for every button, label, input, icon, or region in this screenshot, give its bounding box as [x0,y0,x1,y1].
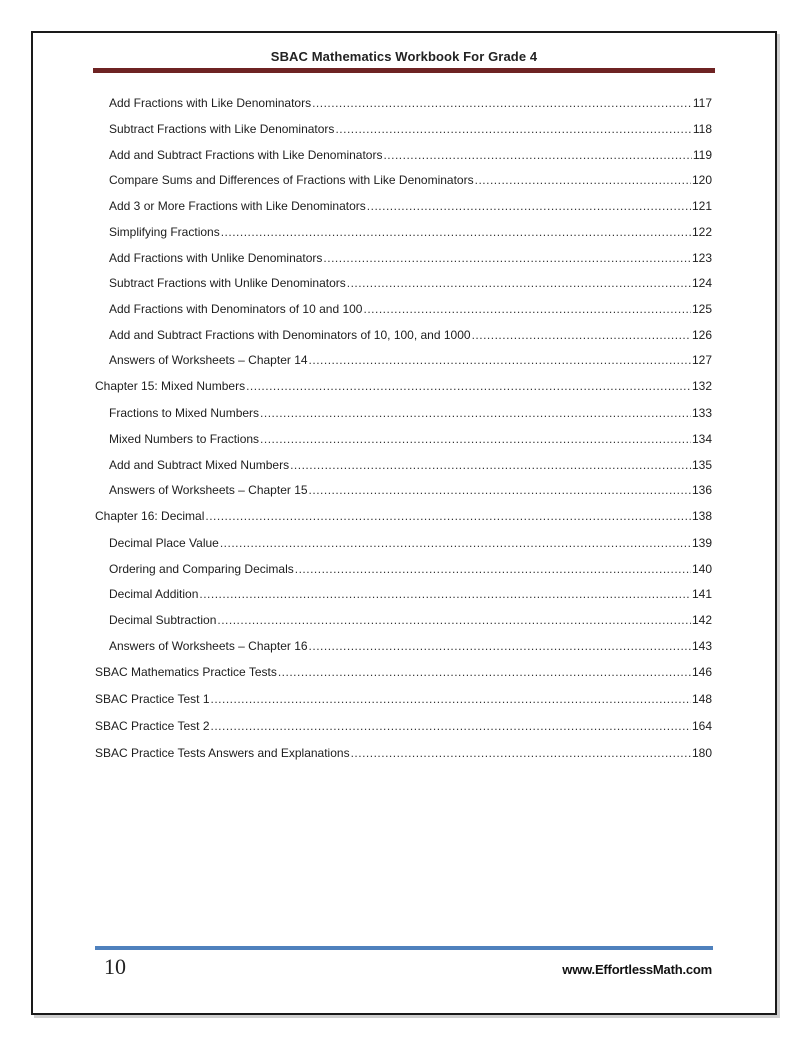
toc-leader-dots [246,378,691,394]
footer-rule [95,946,713,950]
toc-entry[interactable] [109,352,712,368]
toc-leader-dots [312,95,692,111]
toc-entry-label: Add Fractions with Denominators of 10 and 100 [109,302,363,316]
toc-entry-page: 119 [692,148,712,162]
toc-leader-dots [309,352,691,368]
header-rule [93,68,715,73]
toc-entry-page: 143 [691,639,712,653]
toc-entry[interactable] [109,224,712,240]
toc-entry-page: 140 [691,562,712,576]
toc-entry-page: 142 [691,613,712,627]
toc-entry-label: SBAC Practice Tests Answers and Explanations [95,746,350,760]
toc-leader-dots [211,691,691,707]
toc-leader-dots [199,586,691,602]
toc-entry[interactable] [109,535,712,551]
toc-leader-dots [211,718,691,734]
toc-entry-page: 127 [691,353,712,367]
toc-entry-label: SBAC Mathematics Practice Tests [95,665,277,679]
toc-entry-label: SBAC Practice Test 2 [95,719,210,733]
toc-leader-dots [205,508,691,524]
toc-entry-label: Add Fractions with Unlike Denominators [109,251,323,265]
toc-leader-dots [335,121,691,137]
toc-entry-page: 126 [691,328,712,342]
toc-chapter-entry[interactable] [95,378,712,394]
toc-entry-label: Add Fractions with Like Denominators [109,96,312,110]
website-link[interactable]: www.EffortlessMath.com [562,962,712,977]
toc-entry-label: Decimal Place Value [109,536,219,550]
toc-entry-label: Decimal Subtraction [109,613,217,627]
toc-leader-dots [260,431,691,447]
toc-entry[interactable] [109,586,712,602]
toc-entry-page: 146 [691,665,712,679]
toc-section-entry[interactable] [95,745,712,761]
toc-entry-page: 138 [691,509,712,523]
toc-entry-page: 132 [691,379,712,393]
toc-entry-label: Add and Subtract Fractions with Like Denominators [109,148,383,162]
toc-entry[interactable] [109,561,712,577]
toc-entry-label: Add and Subtract Mixed Numbers [109,458,290,472]
toc-leader-dots [221,224,691,240]
toc-entry[interactable] [109,121,712,137]
toc-leader-dots [309,638,691,654]
toc-entry-label: SBAC Practice Test 1 [95,692,210,706]
toc-leader-dots [363,301,690,317]
toc-entry[interactable] [109,457,712,473]
toc-entry-label: Answers of Worksheets – Chapter 15 [109,483,308,497]
toc-entry-label: Subtract Fractions with Like Denominators [109,122,335,136]
toc-entry-label: Decimal Addition [109,587,199,601]
toc-entry[interactable] [109,95,712,111]
toc-entry-label: Simplifying Fractions [109,225,220,239]
toc-entry[interactable] [109,250,712,266]
toc-entry-page: 164 [691,719,712,733]
toc-entry-label: Chapter 15: Mixed Numbers [95,379,246,393]
toc-entry[interactable] [109,301,712,317]
toc-entry-label: Answers of Worksheets – Chapter 14 [109,353,308,367]
toc-entry[interactable] [109,275,712,291]
toc-entry-label: Answers of Worksheets – Chapter 16 [109,639,308,653]
toc-leader-dots [220,535,691,551]
toc-entry[interactable] [109,147,712,163]
toc-section-entry[interactable] [95,691,712,707]
toc-entry-label: Ordering and Comparing Decimals [109,562,294,576]
toc-entry[interactable] [109,198,712,214]
toc-leader-dots [367,198,691,214]
toc-leader-dots [278,664,691,680]
running-header-title: SBAC Mathematics Workbook For Grade 4 [270,49,538,64]
toc-entry-label: Add and Subtract Fractions with Denominators of 10, 100, and 1000 [109,328,471,342]
toc-section-entry[interactable] [95,664,712,680]
toc-entry-page: 125 [691,302,712,316]
toc-leader-dots [472,327,691,343]
toc-entry-label: Compare Sums and Differences of Fractions with Like Denominators [109,173,474,187]
toc-chapter-entry[interactable] [95,508,712,524]
toc-entry[interactable] [109,405,712,421]
toc-entry-page: 122 [691,225,712,239]
toc-entry-label: Chapter 16: Decimal [95,509,205,523]
toc-entry[interactable] [109,612,712,628]
toc-section-entry[interactable] [95,718,712,734]
toc-entry-page: 121 [691,199,712,213]
toc-entry-label: Add 3 or More Fractions with Like Denominators [109,199,366,213]
toc-entry-page: 123 [691,251,712,265]
toc-leader-dots [475,172,691,188]
toc-entry[interactable] [109,327,712,343]
toc-entry-page: 180 [691,746,712,760]
toc-entry-page: 136 [691,483,712,497]
toc-entry-label: Fractions to Mixed Numbers [109,406,260,420]
toc-entry-page: 139 [691,536,712,550]
toc-leader-dots [217,612,691,628]
toc-leader-dots [309,482,691,498]
toc-leader-dots [323,250,691,266]
toc-entry-page: 120 [691,173,712,187]
toc-entry-label: Subtract Fractions with Unlike Denominators [109,276,346,290]
toc-leader-dots [290,457,691,473]
toc-leader-dots [260,405,691,421]
toc-entry[interactable] [109,638,712,654]
toc-entry-page: 141 [691,587,712,601]
toc-entry[interactable] [109,482,712,498]
toc-entry-page: 134 [691,432,712,446]
toc-leader-dots [347,275,691,291]
toc-entry[interactable] [109,431,712,447]
page-number: 10 [104,954,126,979]
toc-entry-page: 118 [692,122,712,136]
toc-entry[interactable] [109,172,712,188]
toc-entry-page: 135 [691,458,712,472]
toc-entry-page: 148 [691,692,712,706]
toc-leader-dots [351,745,691,761]
toc-leader-dots [383,147,691,163]
toc-entry-page: 133 [691,406,712,420]
toc-leader-dots [295,561,691,577]
toc-entry-page: 124 [691,276,712,290]
toc-entry-page: 117 [692,96,712,110]
toc-entry-label: Mixed Numbers to Fractions [109,432,260,446]
